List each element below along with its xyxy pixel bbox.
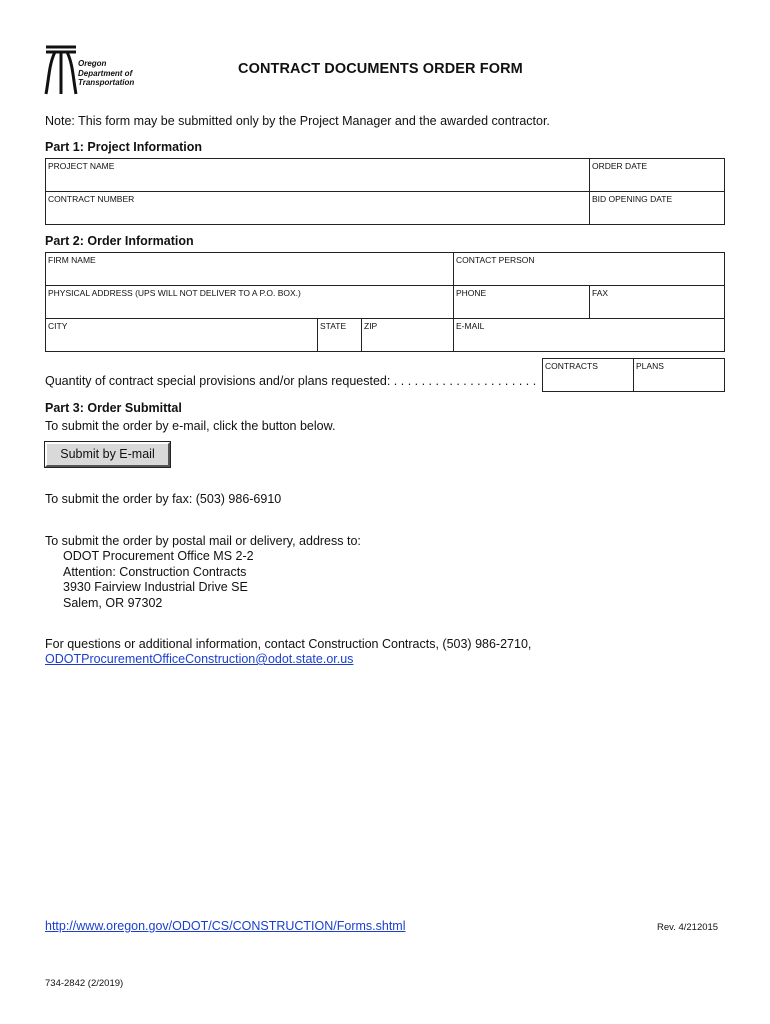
contract-number-label: CONTRACT NUMBER: [48, 194, 135, 204]
address-line: ODOT Procurement Office MS 2-2: [63, 549, 254, 563]
contract-number-field[interactable]: [45, 191, 590, 225]
contact-person-label: CONTACT PERSON: [456, 255, 535, 265]
contracts-label: CONTRACTS: [545, 361, 598, 371]
logo-line2: Department of: [78, 68, 133, 78]
email-instruction: To submit the order by e-mail, click the button below.: [45, 419, 336, 433]
logo-line3: Transportation: [78, 78, 135, 87]
state-label: STATE: [320, 321, 347, 331]
revision-date: Rev. 4/212015: [657, 922, 719, 933]
address-line: Salem, OR 97302: [63, 595, 163, 610]
address-line: 3930 Fairview Industrial Drive SE: [63, 580, 248, 594]
forms-url-link[interactable]: http://www.oregon.gov/ODOT/CS/CONSTRUCTION/Forms.shtml: [45, 919, 406, 933]
part2-heading: Part 2: Order Information: [45, 234, 194, 248]
quantity-label: Quantity of contract special provisions and/or plans requested: . . . . . . . . . . . . . . . . . . . . .: [45, 374, 537, 388]
firm-name-label: FIRM NAME: [48, 255, 96, 265]
questions-text: For questions or additional information, contact Construction Contracts, (503) 986-2710,: [45, 637, 532, 651]
contact-email-link[interactable]: ODOTProcurementOfficeConstruction@odot.state.or.us: [45, 652, 354, 666]
phone-field[interactable]: [453, 285, 590, 319]
project-name-label: PROJECT NAME: [48, 161, 115, 171]
state-field[interactable]: [317, 318, 362, 352]
page-title: CONTRACT DOCUMENTS ORDER FORM: [238, 61, 523, 77]
part3-heading: Part 3: Order Submittal: [45, 401, 182, 415]
firm-name-field[interactable]: [45, 252, 454, 286]
mailing-address: [63, 549, 254, 611]
fax-label: FAX: [592, 288, 609, 298]
order-date-label: ORDER DATE: [592, 161, 648, 171]
phone-label: PHONE: [456, 288, 487, 298]
order-date-field[interactable]: [589, 158, 725, 192]
plans-quantity-field[interactable]: [633, 358, 725, 392]
mail-instruction: To submit the order by postal mail or delivery, address to:: [45, 534, 361, 548]
email-label: E-MAIL: [456, 321, 485, 331]
odot-logo-icon: [44, 44, 78, 96]
bid-opening-date-label: BID OPENING DATE: [592, 194, 673, 204]
physical-address-field[interactable]: [45, 285, 454, 319]
part1-heading: Part 1: Project Information: [45, 140, 202, 154]
logo-line1: Oregon: [78, 59, 107, 68]
plans-label: PLANS: [636, 361, 664, 371]
project-name-field[interactable]: [45, 158, 590, 192]
fax-instruction: To submit the order by fax: (503) 986-6910: [45, 492, 282, 506]
form-number: 734-2842 (2/2019): [45, 978, 124, 989]
physical-address-label: PHYSICAL ADDRESS (UPS WILL NOT DELIVER TO A P.O. BOX.): [48, 288, 301, 298]
submit-by-email-button[interactable]: Submit by E-mail: [45, 442, 170, 467]
fax-field[interactable]: [589, 285, 725, 319]
contracts-quantity-field[interactable]: [542, 358, 634, 392]
bid-opening-date-field[interactable]: [589, 191, 725, 225]
address-line: Attention: Construction Contracts: [63, 564, 247, 579]
contact-person-field[interactable]: [453, 252, 725, 286]
submission-note: Note: This form may be submitted only by the Project Manager and the awarded contractor.: [45, 114, 550, 128]
logo-text: [78, 59, 134, 88]
zip-field[interactable]: [361, 318, 454, 352]
city-field[interactable]: [45, 318, 318, 352]
email-field[interactable]: [453, 318, 725, 352]
city-label: CITY: [48, 321, 68, 331]
odot-logo: [44, 44, 144, 96]
zip-label: ZIP: [364, 321, 378, 331]
